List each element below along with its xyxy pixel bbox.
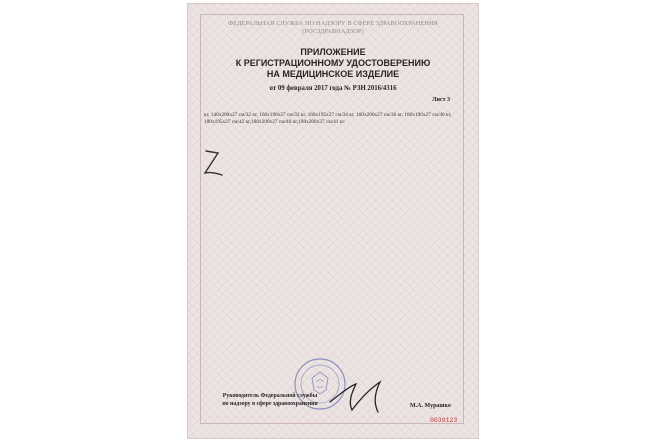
agency-abbreviation: (РОСЗДРАВНАДЗОР) — [302, 28, 364, 35]
document-title — [198, 47, 468, 80]
signatory-name: М.А. Мурашко — [410, 403, 451, 409]
specification-text: кг, 140х200х27 см/32 кг, 160х190х27 см/32 кг, 160х195х27 см/34 кг, 160х200х27 см/36 кг, 180х190х27 см/40 кг, 180х195х27 см/42 кг,180х200х27 см/40 кг,190х200х27 см/41 кг. — [204, 112, 452, 125]
registration-date-number: от 09 февраля 2017 года № РЗН 2016/4316 — [269, 85, 397, 92]
z-strike-mark — [200, 145, 230, 181]
title-line-1: ПРИЛОЖЕНИЕ — [300, 47, 366, 57]
serial-number: 0039123 — [430, 417, 458, 424]
signatory-title — [210, 393, 330, 408]
title-line-3: НА МЕДИЦИНСКОЕ ИЗДЕЛИЕ — [266, 69, 400, 79]
title-line-2: К РЕГИСТРАЦИОННОМУ УДОСТОВЕРЕНИЮ — [235, 58, 431, 68]
sheet-number: Лист 3 — [432, 97, 451, 103]
handwritten-signature — [322, 372, 412, 422]
agency-name: ФЕДЕРАЛЬНАЯ СЛУЖБА ПО НАДЗОРУ В СФЕРЕ ЗДРАВООХРАНЕНИЯ — [228, 20, 438, 27]
signatory-title-line-1: Руководитель Федеральной службы — [222, 393, 318, 399]
signatory-title-line-2: по надзору в сфере здравоохранения — [222, 400, 318, 407]
agency-header — [198, 20, 468, 36]
